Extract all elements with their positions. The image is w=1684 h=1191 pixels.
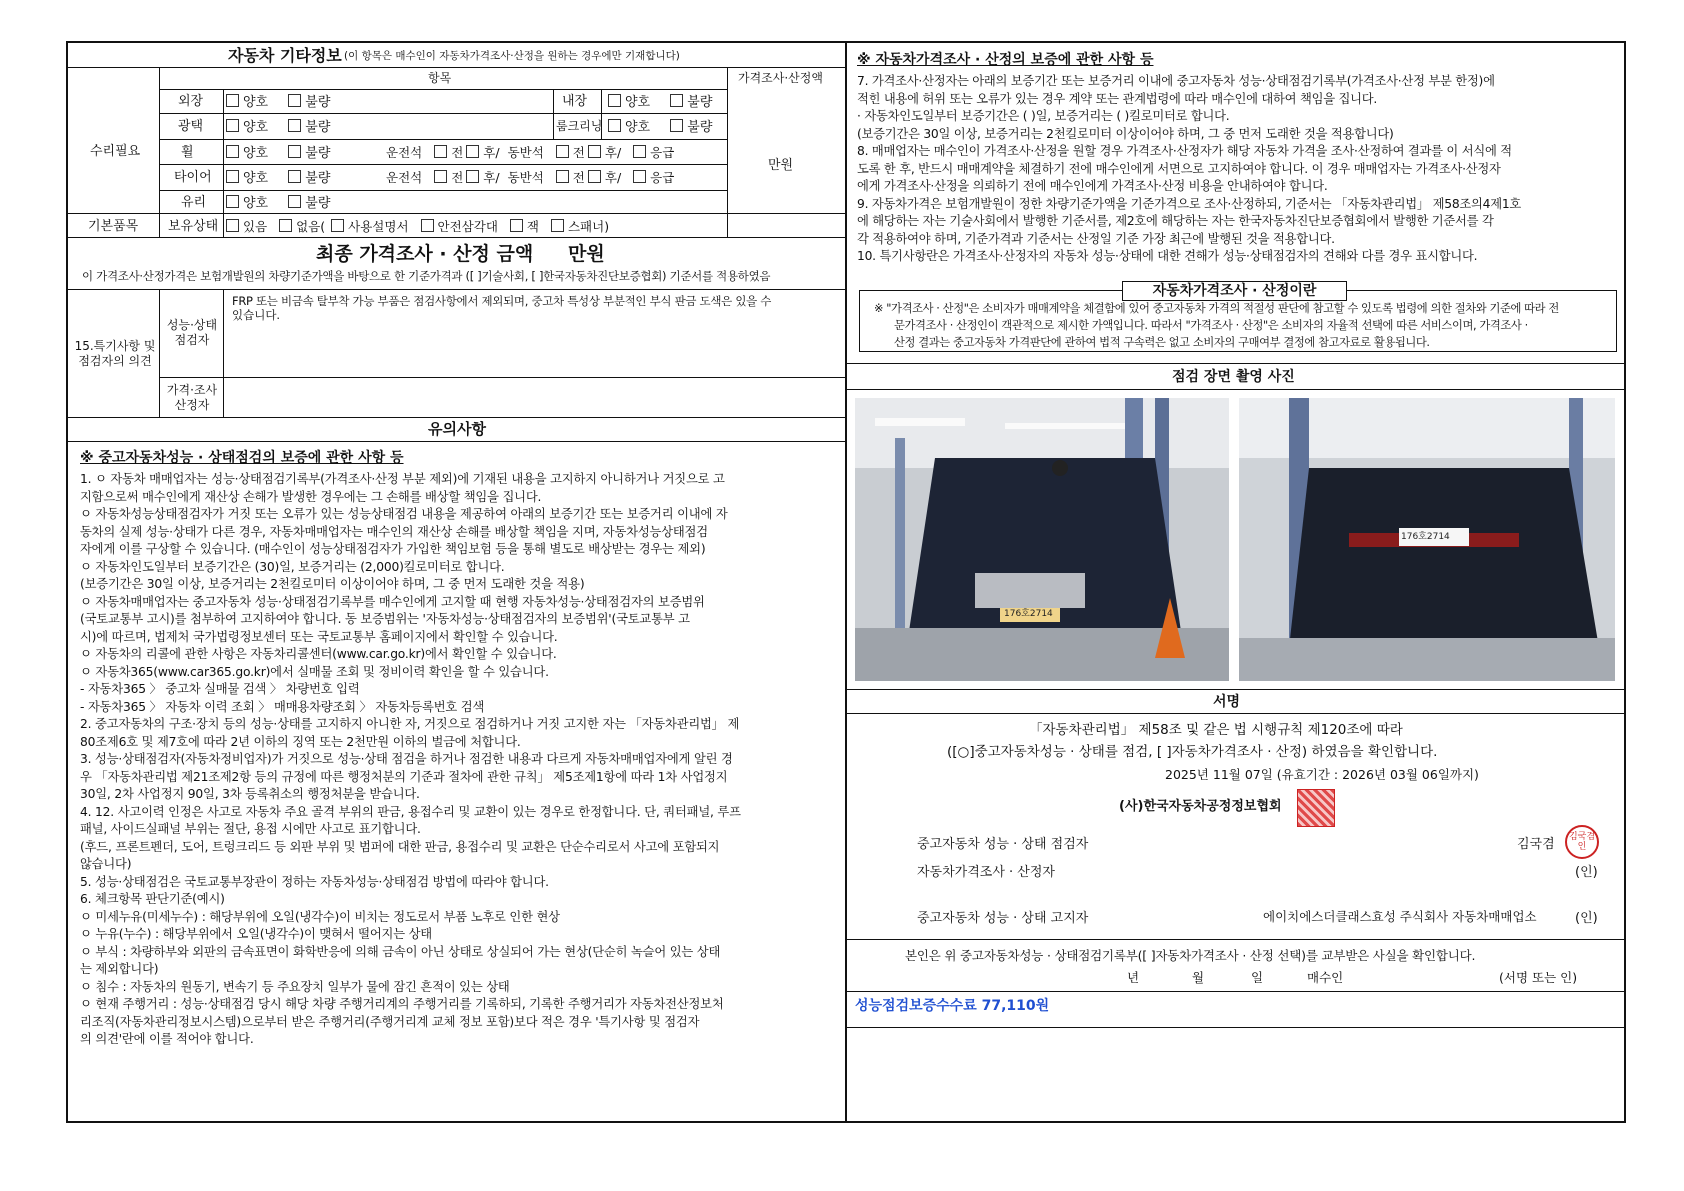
tire-bad-checkbox[interactable]	[288, 170, 301, 183]
inspection-photo-front	[855, 398, 1229, 681]
document-frame	[66, 41, 1626, 1123]
glass-label: 유리	[181, 195, 207, 210]
caution-item-line: ㅇ 자동차성능상태점검자가 거짓 또는 오류가 있는 성능상태점검 내용을 제공하여 아래의 보증기간 또는 보증거리 이내에 자	[80, 507, 728, 521]
caution-title: 유의사항	[428, 420, 486, 438]
final-amount-label: 최종 가격조사 · 산정 금액	[316, 243, 534, 265]
tire-seat-options: 운전석 전 후/ 동반석 전 후/ 응급	[386, 170, 675, 185]
special-title: 15.특기사항 및 점검자의 의견	[74, 339, 156, 368]
repair-needed-label: 수리필요	[90, 144, 141, 159]
interior-label: 내장	[562, 94, 588, 109]
wheel-driver-front-checkbox[interactable]	[434, 145, 447, 158]
role3-label: 중고자동차 성능 · 상태 고지자	[917, 911, 1089, 926]
plate-rear: 176호2714	[1401, 532, 1450, 542]
caution-item-line: 4. 12. 사고이력 인정은 사고로 자동차 주요 골격 부위의 판금, 용접수리 및 교환이 있는 경우로 한정합니다. 단, 쿼터패널, 루프	[80, 804, 741, 819]
wheel-options: 양호 불량	[218, 145, 330, 161]
caution-item-line: 시)에 따르며, 법제처 국가법령정보센터 또는 국토교통부 홈페이지에서 확인할 수 있습니다.	[80, 629, 558, 644]
caution-item-line: 리조직(자동차관리정보시스템)으로부터 받은 주행거리(주행거리계 교체 정보 포함)보다 적은 경우 '특기사항 및 점검자	[80, 1014, 700, 1029]
caution-item-line: 5. 성능·상태점검은 국토교통부장관이 정하는 자동차성능·상태점검 방법에 따라야 합니다.	[80, 874, 549, 889]
tire-driver-rear-checkbox[interactable]	[466, 170, 479, 183]
interior-bad-checkbox[interactable]	[670, 94, 683, 107]
exterior-bad-checkbox[interactable]	[288, 94, 301, 107]
right-column	[847, 43, 1624, 1121]
caution-item-line: 지함으로써 매수인에게 재산상 손해가 발생한 경우에는 그 손해를 배상할 책임을 집니다.	[80, 489, 542, 504]
wheel-label: 휠	[181, 145, 194, 160]
inspection-photo-rear	[1239, 398, 1615, 681]
price-box-line3: 산정 결과는 중고자동차 가격판단에 관하여 법적 구속력은 없고 소비자의 구매여부 결정에 참고자료로 활용됩니다.	[894, 336, 1430, 349]
jack-checkbox[interactable]	[510, 219, 523, 232]
triangle-checkbox[interactable]	[421, 219, 434, 232]
inspector-note-1: FRP 또는 비금속 탈부착 가능 부품은 점검사항에서 제외되며, 중고차 특성상 부분적인 부식 판금 도색은 있을 수	[232, 294, 772, 308]
price-item-line: 7. 가격조사·산정자는 아래의 보증기간 또는 보증거리 이내에 중고자동차 성능·상태점검기록부(가격조사·산정 부분 한정)에	[857, 74, 1495, 88]
wheel-passenger-front-checkbox[interactable]	[556, 145, 569, 158]
role1-label: 중고자동차 성능 · 상태 점검자	[917, 837, 1089, 852]
role3-name: 에이치에스더클래스효성 주식회사 자동차매매업소	[1263, 909, 1537, 924]
signature-title: 서명	[1213, 694, 1241, 710]
header-item: 항목	[428, 71, 452, 85]
price-item-line: 10. 특기사항란은 가격조사·산정자의 자동차 성능·상태에 대한 견해가 성능·상태점검자의 견해와 다를 경우 표시합니다.	[857, 249, 1478, 263]
caution-item-line: - 자동차365 〉 자동차 이력 조회 〉 매매용차량조회 〉 자동차등록번호 검색	[80, 699, 485, 714]
caution-item-line: 1. ㅇ 자동차 매매업자는 성능·상태점검기록부(가격조사·산정 부분 제외)에 기재된 내용을 고지하지 아니하거나 거짓으로 고	[80, 472, 725, 486]
price-item-line: 에 해당하는 자는 기술사회에서 발행한 기준서를, 제2호에 해당하는 자는 한국자동차진단보증협회에서 발행한 기준서를 각	[857, 214, 1494, 228]
caution-item-line: (보증기간은 30일 이상, 보증거리는 2천킬로미터 이상이어야 하며, 그 중 먼저 도래한 것을 적용)	[80, 577, 585, 591]
caution-item-line: 는 제외합니다)	[80, 962, 159, 976]
exterior-good-checkbox[interactable]	[226, 94, 239, 107]
receipt-month: 월	[1192, 970, 1205, 985]
tire-passenger-rear-checkbox[interactable]	[588, 170, 601, 183]
wheel-bad-checkbox[interactable]	[288, 145, 301, 158]
possession-options: 있음 없음( 사용설명서 안전삼각대 잭 스패너)	[218, 219, 609, 234]
price-guarantee-title: ※ 자동차가격조사 · 산정의 보증에 관한 사항 등	[857, 52, 1154, 68]
caution-item-line: 의 의견'란에 이를 적어야 합니다.	[80, 1032, 254, 1046]
receipt-day: 일	[1251, 970, 1264, 985]
glass-good-checkbox[interactable]	[226, 195, 239, 208]
caution-item-line: 30일, 2차 사업정지 90일, 3차 등록취소의 행정처분을 받습니다.	[80, 787, 420, 801]
appraiser-label: 가격·조사 산정자	[166, 383, 218, 412]
glass-options: 양호 불량	[218, 195, 330, 211]
association-seal	[1297, 789, 1335, 827]
wheel-passenger-rear-checkbox[interactable]	[588, 145, 601, 158]
tire-emergency-checkbox[interactable]	[633, 170, 646, 183]
association-name: (사)한국자동차공정정보협회	[1119, 799, 1282, 814]
caution-item-line: 자에게 이를 구상할 수 있습니다. (매수인이 성능상태점검자가 가입한 책임보험 등을 통해 별도로 배상받는 경우는 제외)	[80, 542, 706, 556]
sig-line1: 「자동차관리법」 제58조 및 같은 법 시행규칙 제120조에 따라	[1029, 722, 1403, 738]
inspection-fee: 성능점검보증수수료 77,110원	[855, 998, 1050, 1014]
wheel-good-checkbox[interactable]	[226, 145, 239, 158]
price-box-line2: 문가격조사 · 산정인이 객관적으로 제시한 가액입니다. 따라서 "가격조사 · 산정"은 소비자의 자율적 선택에 따른 서비스이며, 가격조사 ·	[894, 319, 1528, 332]
room-cleaning-bad-checkbox[interactable]	[670, 119, 683, 132]
wheel-driver-rear-checkbox[interactable]	[466, 145, 479, 158]
other-info-title: 자동차 기타정보	[228, 46, 342, 65]
polish-bad-checkbox[interactable]	[288, 119, 301, 132]
photo-title: 점검 장면 촬영 사진	[1172, 369, 1295, 385]
price-item-line: 도록 한 후, 반드시 매매계약을 체결하기 전에 매수인에게 서면으로 고지하여야 합니다. 이 경우 매매업자는 가격조사·산정자	[857, 161, 1501, 176]
tire-passenger-front-checkbox[interactable]	[556, 170, 569, 183]
price-box-title: 자동차가격조사 · 산정이란	[1122, 281, 1347, 301]
caution-items	[80, 471, 741, 1049]
caution-item-line: 않습니다)	[80, 857, 132, 871]
role2-label: 자동차가격조사 · 산정자	[917, 865, 1055, 880]
possession-have-checkbox[interactable]	[226, 219, 239, 232]
caution-item-line: 3. 성능·상태점검자(자동차정비업자)가 거짓으로 성능·상태 점검을 하거나 점검한 내용과 다르게 자동차매매업자에게 알린 경	[80, 752, 733, 766]
tire-options: 양호 불량	[218, 170, 330, 186]
role2-seal-mark: (인)	[1575, 865, 1598, 880]
caution-item-line: ㅇ 침수 : 자동차의 원동기, 변속기 등 주요장치 일부가 물에 잠긴 흔적이 있는 상태	[80, 979, 510, 994]
interior-options: 양호 불량	[600, 94, 712, 110]
price-items	[857, 73, 1521, 266]
receipt-buyer: 매수인	[1307, 970, 1344, 985]
guarantee-title: ※ 중고자동차성능 · 상태점검의 보증에 관한 사항 등	[80, 450, 404, 466]
caution-item-line: 2. 중고자동차의 구조·장치 등의 성능·상태를 고지하지 아니한 자, 거짓으로 점검하거나 거짓 고지한 자는 「자동차관리법」 제	[80, 717, 740, 731]
price-item-line: (보증기간은 30일 이상, 보증거리는 2천킬로미터 이상이어야 하며, 그 중 먼저 도래한 것을 적용합니다)	[857, 126, 1394, 141]
final-amount-unit: 만원	[568, 243, 605, 265]
room-cleaning-label: 룸크리닝	[556, 119, 603, 133]
basic-items-label: 기본품목	[88, 219, 139, 234]
sig-line2: ([○]중고자동차성능 · 상태를 점검, [ ]자동차가격조사 · 산정) 하였음을 확인합니다.	[947, 744, 1438, 760]
caution-item-line: ㅇ 자동차의 리콜에 관한 사항은 자동차리콜센터(www.car.go.kr)에서 확인할 수 있습니다.	[80, 647, 557, 661]
final-basis-note: 이 가격조사·산정가격은 보험개발원의 차량기준가액을 바탕으로 한 기준가격과 ([ ]기술사회, [ ]한국자동차진단보증협회) 기준서를 적용하였음	[82, 269, 771, 283]
polish-good-checkbox[interactable]	[226, 119, 239, 132]
possession-label: 보유상태	[168, 219, 219, 234]
price-item-line: 적힌 내용에 허위 또는 오류가 있는 경우 계약 또는 관계법령에 따라 매수인에 대하여 책임을 집니다.	[857, 91, 1378, 106]
caution-item-line: 패널, 사이드실패널 부위는 절단, 용접 시에만 사고로 표기합니다.	[80, 822, 421, 836]
role1-name: 김국겸	[1517, 837, 1555, 852]
room-cleaning-good-checkbox[interactable]	[608, 119, 621, 132]
plate-front: 176호2714	[1004, 609, 1053, 619]
glass-bad-checkbox[interactable]	[288, 195, 301, 208]
wheel-emergency-checkbox[interactable]	[633, 145, 646, 158]
caution-item-line: - 자동차365 〉 중고차 실매물 검색 〉 차량번호 입력	[80, 682, 360, 696]
inspector-label: 성능·상태 점검자	[166, 318, 218, 347]
tire-label: 타이어	[174, 170, 212, 185]
price-unit-label: 만원	[768, 158, 794, 173]
tire-good-checkbox[interactable]	[226, 170, 239, 183]
caution-item-line: ㅇ 미세누유(미세누수) : 해당부위에 오일(냉각수)이 비치는 정도로서 부품 노후로 인한 현상	[80, 909, 560, 924]
caution-item-line: ㅇ 자동차매매업자는 중고자동차 성능·상태점검기록부를 매수인에게 고지할 때 현행 자동차성능·상태점검자의 보증범위	[80, 594, 705, 609]
polish-label: 광택	[178, 119, 204, 134]
price-item-line: 9. 자동차가격은 보험개발원이 정한 차량기준가액을 기준가격으로 조사·산정하되, 기준서는 「자동차관리법」 제58조의4제1호	[857, 196, 1522, 211]
caution-item-line: ㅇ 현재 주행거리 : 성능·상태점검 당시 해당 차량 주행거리계의 주행거리를 기록하되, 기록한 주행거리가 자동차전산정보처	[80, 997, 724, 1011]
caution-item-line: 6. 체크항목 판단기준(예시)	[80, 892, 225, 906]
inspector-note-2: 있습니다.	[232, 308, 281, 322]
caution-item-line: ㅇ 자동차365(www.car365.go.kr)에서 실매물 조회 및 정비이력 확인을 할 수 있습니다.	[80, 664, 549, 679]
spanner-checkbox[interactable]	[551, 219, 564, 232]
caution-item-line: 동차의 실제 성능·상태가 다른 경우, 자동차매매업자는 매수인의 재산상 손해를 배상할 책임을 지며, 자동차성능상태점검	[80, 524, 708, 539]
caution-item-line: 우 「자동차관리법 제21조제2항 등의 규정에 따른 행정처분의 기준과 절차에 관한 규칙」 제5조제1항에 따라 1차 사업정지	[80, 769, 728, 784]
role3-seal-mark: (인)	[1575, 911, 1598, 926]
inspector-seal: 김국겸 인	[1565, 825, 1599, 859]
price-item-line: · 자동차인도일부터 보증기간은 ( )일, 보증거리는 ( )킬로미터로 합니다.	[857, 109, 1230, 123]
caution-item-line: 80조제6호 및 제7호에 따라 2년 이하의 징역 또는 2천만원 이하의 벌금에 처합니다.	[80, 734, 521, 749]
price-item-line: 8. 매매업자는 매수인이 가격조사·산정을 원할 경우 가격조사·산정자가 해당 자동차 가격을 조사·산정하여 결과를 이 서식에 적	[857, 144, 1512, 158]
exterior-options: 양호 불량	[218, 94, 330, 110]
polish-options: 양호 불량	[218, 119, 330, 135]
receipt-sign: (서명 또는 인)	[1499, 970, 1578, 985]
caution-item-line: (국토교통부 고시)를 첨부하여 고지하여야 합니다. 동 보증범위는 '자동차성능·상태점검자의 보증범위'(국토교통부 고	[80, 612, 690, 626]
price-item-line: 에게 가격조사·산정을 의뢰하기 전에 매수인에게 가격조사·산정 비용을 안내하여야 합니다.	[857, 179, 1328, 193]
sig-date: 2025년 11월 07일 (유효기간 : 2026년 03월 06일까지)	[1165, 767, 1479, 782]
wheel-seat-options: 운전석 전 후/ 동반석 전 후/ 응급	[386, 145, 675, 160]
caution-item-line: (후드, 프론트펜더, 도어, 트렁크리드 등 외판 부위 및 범퍼에 대한 판금, 용접수리 및 교환은 단순수리로서 사고에 포함되지	[80, 839, 720, 854]
price-box-line1: ※ "가격조사 · 산정"은 소비자가 매매계약을 체결함에 있어 중고자동차 가격의 적절성 판단에 참고할 수 있도록 법령에 의한 절차와 기준에 따라 전	[874, 302, 1559, 315]
interior-good-checkbox[interactable]	[608, 94, 621, 107]
exterior-label: 외장	[178, 94, 204, 109]
tire-driver-front-checkbox[interactable]	[434, 170, 447, 183]
caution-item-line: ㅇ 누유(누수) : 해당부위에서 오일(냉각수)이 맺혀서 떨어지는 상태	[80, 927, 432, 941]
possession-none-checkbox[interactable]	[279, 219, 292, 232]
caution-item-line: ㅇ 부식 : 차량하부와 외판의 금속표면이 화학반응에 의해 금속이 아닌 상태로 상실되어 가는 현상(단순히 녹슬어 있는 상태	[80, 944, 721, 959]
receipt-line: 본인은 위 중고자동차성능 · 상태점검기록부([ ]자동차가격조사 · 산정 선택)를 교부받은 사실을 확인합니다.	[905, 948, 1476, 963]
left-column	[68, 43, 847, 1121]
header-price: 가격조사·산정액	[738, 71, 823, 85]
caution-item-line: ㅇ 자동차인도일부터 보증기간은 (30)일, 보증거리는 (2,000)킬로미터로 합니다.	[80, 559, 505, 574]
room-cleaning-options: 양호 불량	[600, 119, 712, 135]
manual-checkbox[interactable]	[331, 219, 344, 232]
other-info-note: (이 항목은 매수인이 자동차가격조사·산정을 원하는 경우에만 기재합니다)	[344, 50, 680, 62]
price-item-line: 각 적용하여야 하며, 기준가격과 기준서는 산정일 기준 가장 최근에 발행된 것을 적용합니다.	[857, 231, 1335, 246]
receipt-year: 년	[1127, 970, 1140, 985]
